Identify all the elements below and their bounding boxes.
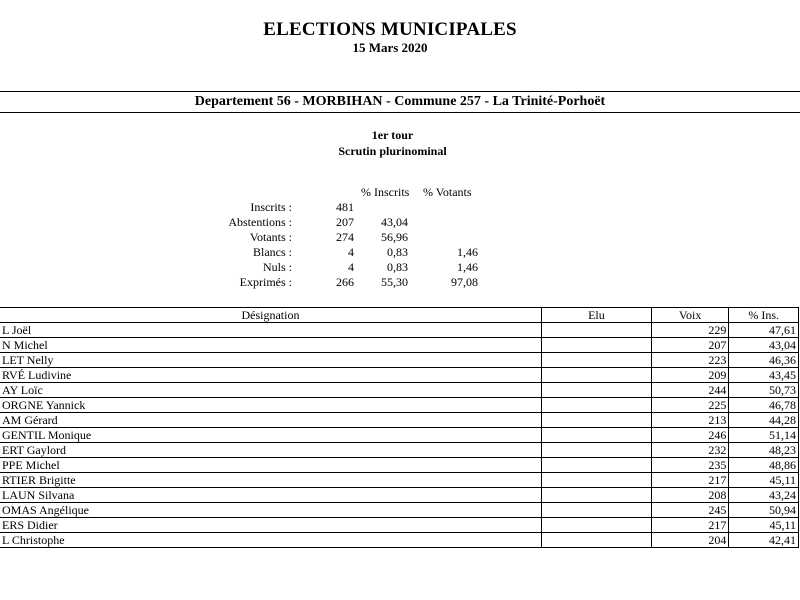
table-row	[0, 323, 799, 338]
stats-pct-inscrits: 0,83	[387, 245, 408, 259]
stats-label: Nuls :	[262, 260, 292, 274]
stats-pct-inscrits: 56,96	[381, 230, 408, 244]
candidate-pct-inscrits: 42,41	[729, 533, 799, 548]
stats-row	[0, 200, 800, 215]
candidate-elu	[541, 353, 651, 368]
candidate-elu	[541, 503, 651, 518]
candidate-name: ORGNE Yannick	[0, 398, 541, 413]
candidate-voix: 229	[651, 323, 728, 338]
table-row	[0, 533, 799, 548]
candidate-pct-inscrits: 46,78	[729, 398, 799, 413]
table-row	[0, 338, 799, 353]
candidate-name: AM Gérard	[0, 413, 541, 428]
candidate-name: L Christophe	[0, 533, 541, 548]
candidate-pct-inscrits: 48,23	[729, 443, 799, 458]
header-voix: Voix	[651, 308, 728, 323]
candidate-pct-inscrits: 50,73	[729, 383, 799, 398]
table-row	[0, 428, 799, 443]
candidate-name: LET Nelly	[0, 353, 541, 368]
candidate-name: AY Loïc	[0, 383, 541, 398]
candidate-elu	[541, 368, 651, 383]
table-row	[0, 383, 799, 398]
candidate-elu	[541, 518, 651, 533]
stats-header-pct-inscrits: % Inscrits	[361, 185, 410, 199]
table-row	[0, 518, 799, 533]
stats-count: 207	[336, 215, 354, 229]
candidate-voix: 244	[651, 383, 728, 398]
stats-row	[0, 215, 800, 230]
candidate-pct-inscrits: 43,04	[729, 338, 799, 353]
candidate-elu	[541, 413, 651, 428]
round-label: 1er tour	[371, 128, 414, 142]
candidate-elu	[541, 398, 651, 413]
stats-row	[0, 245, 800, 260]
candidate-voix: 204	[651, 533, 728, 548]
candidate-voix: 223	[651, 353, 728, 368]
stats-label: Votants :	[249, 230, 292, 244]
commune-banner: Departement 56 - MORBIHAN - Commune 257 - La Trinité-Porhoët	[0, 91, 800, 113]
stats-pct-votants: 1,46	[457, 260, 478, 274]
table-row	[0, 458, 799, 473]
candidate-elu	[541, 383, 651, 398]
stats-count: 4	[348, 245, 354, 259]
candidate-pct-inscrits: 50,94	[729, 503, 799, 518]
stats-count: 274	[336, 230, 354, 244]
candidate-voix: 225	[651, 398, 728, 413]
ballot-type: Scrutin plurinominal	[338, 144, 447, 158]
stats-count: 266	[336, 275, 354, 289]
candidate-elu	[541, 458, 651, 473]
candidate-pct-inscrits: 44,28	[729, 413, 799, 428]
election-date: 15 Mars 2020	[352, 40, 428, 55]
candidate-elu	[541, 533, 651, 548]
candidate-pct-inscrits: 47,61	[729, 323, 799, 338]
stats-count: 481	[336, 200, 354, 214]
candidate-elu	[541, 323, 651, 338]
stats-table	[0, 200, 800, 290]
stats-row	[0, 230, 800, 245]
table-row	[0, 368, 799, 383]
candidate-name: L Joël	[0, 323, 541, 338]
candidate-elu	[541, 443, 651, 458]
candidate-pct-inscrits: 45,11	[729, 518, 799, 533]
stats-pct-inscrits: 43,04	[381, 215, 408, 229]
candidate-voix: 245	[651, 503, 728, 518]
candidate-name: ERT Gaylord	[0, 443, 541, 458]
stats-label: Exprimés :	[239, 275, 292, 289]
table-row	[0, 503, 799, 518]
header-pct-inscrits: % Ins.	[729, 308, 799, 323]
candidate-name: PPE Michel	[0, 458, 541, 473]
candidate-elu	[541, 473, 651, 488]
stats-pct-votants: 97,08	[451, 275, 478, 289]
candidate-pct-inscrits: 43,24	[729, 488, 799, 503]
candidate-voix: 207	[651, 338, 728, 353]
candidate-name: RTIER Brigitte	[0, 473, 541, 488]
stats-label: Abstentions :	[228, 215, 292, 229]
table-row	[0, 443, 799, 458]
candidate-name: RVÉ Ludivine	[0, 368, 541, 383]
stats-row	[0, 275, 800, 290]
stats-pct-inscrits: 55,30	[381, 275, 408, 289]
candidate-pct-inscrits: 45,11	[729, 473, 799, 488]
stats-count: 4	[348, 260, 354, 274]
candidate-voix: 217	[651, 473, 728, 488]
table-row	[0, 413, 799, 428]
page-title: ELECTIONS MUNICIPALES	[263, 19, 517, 40]
stats-label: Inscrits :	[250, 200, 292, 214]
results-table	[0, 307, 799, 548]
table-row	[0, 353, 799, 368]
header-elu: Elu	[541, 308, 651, 323]
candidate-voix: 235	[651, 458, 728, 473]
candidate-elu	[541, 428, 651, 443]
stats-row	[0, 260, 800, 275]
table-row	[0, 398, 799, 413]
table-row	[0, 488, 799, 503]
candidate-voix: 208	[651, 488, 728, 503]
candidate-pct-inscrits: 51,14	[729, 428, 799, 443]
candidate-voix: 232	[651, 443, 728, 458]
candidate-name: GENTIL Monique	[0, 428, 541, 443]
candidate-voix: 217	[651, 518, 728, 533]
stats-pct-inscrits: 0,83	[387, 260, 408, 274]
candidate-voix: 213	[651, 413, 728, 428]
stats-pct-votants: 1,46	[457, 245, 478, 259]
header-designation: Désignation	[0, 308, 541, 323]
table-row	[0, 473, 799, 488]
candidate-pct-inscrits: 48,86	[729, 458, 799, 473]
results-header-row	[0, 308, 799, 323]
candidate-voix: 209	[651, 368, 728, 383]
candidate-name: LAUN Silvana	[0, 488, 541, 503]
candidate-elu	[541, 338, 651, 353]
candidate-pct-inscrits: 43,45	[729, 368, 799, 383]
candidate-name: OMAS Angélique	[0, 503, 541, 518]
candidate-elu	[541, 488, 651, 503]
stats-label: Blancs :	[253, 245, 292, 259]
candidate-name: N Michel	[0, 338, 541, 353]
candidate-voix: 246	[651, 428, 728, 443]
candidate-pct-inscrits: 46,36	[729, 353, 799, 368]
stats-header-pct-votants: % Votants	[423, 185, 472, 199]
candidate-name: ERS Didier	[0, 518, 541, 533]
